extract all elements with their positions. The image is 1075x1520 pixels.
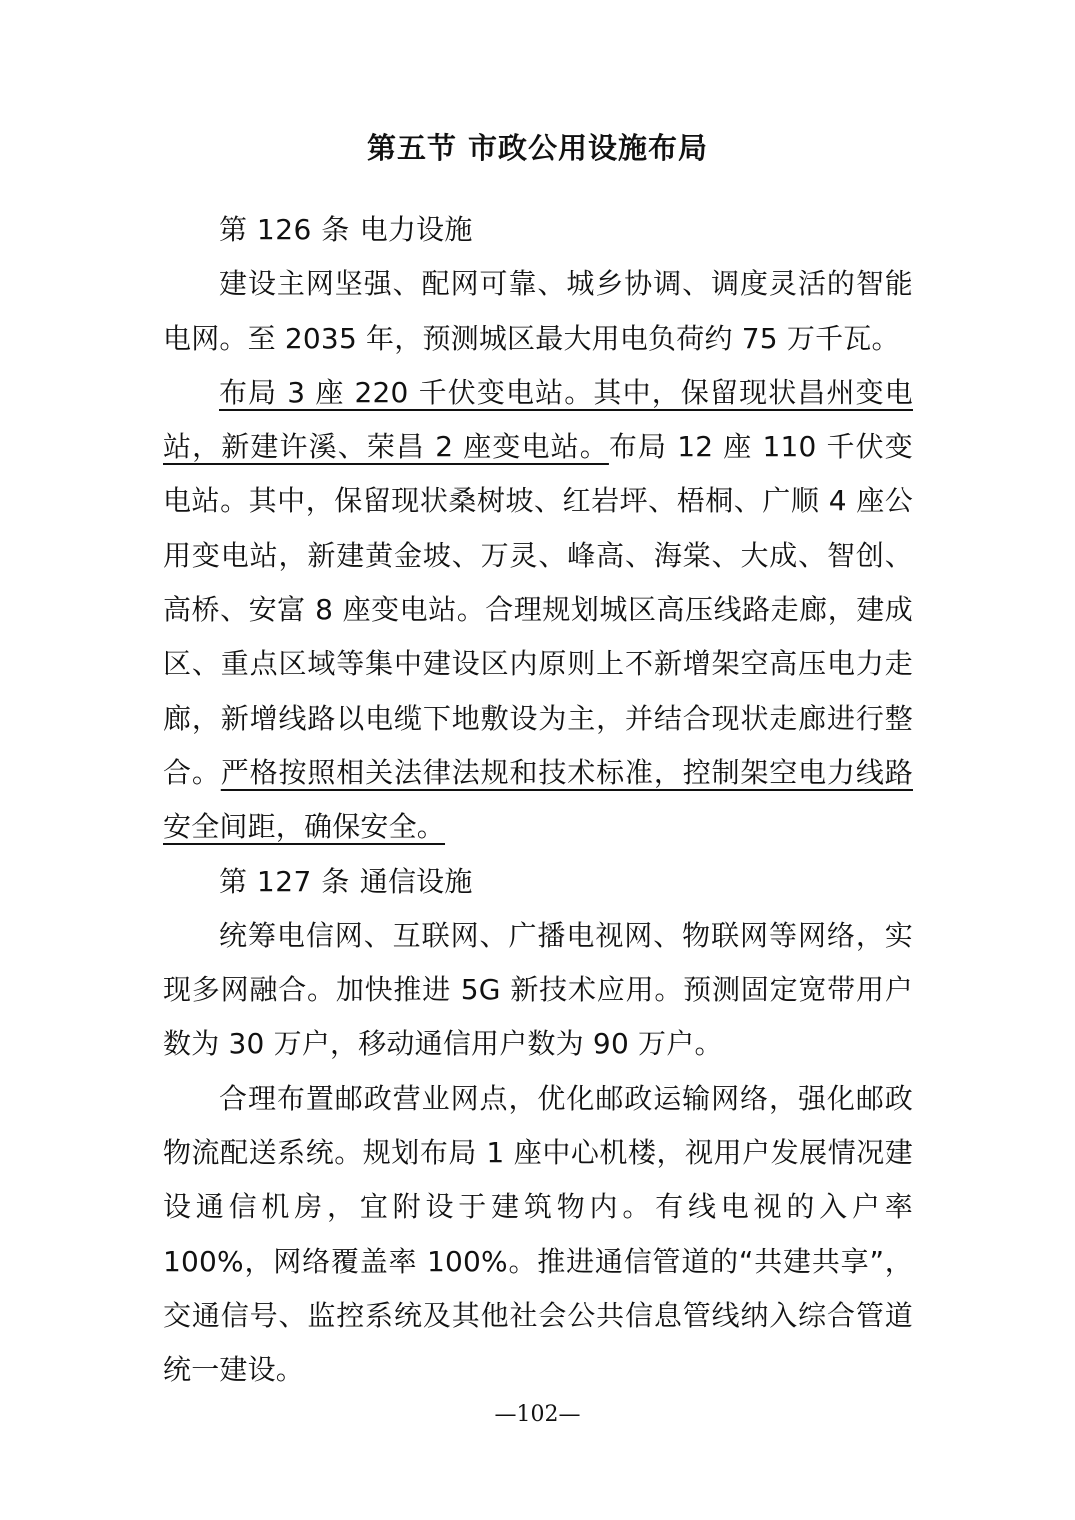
article-title: 电力设施	[359, 213, 473, 246]
paragraph	[163, 909, 913, 1072]
paragraph	[163, 1072, 913, 1398]
paragraph	[163, 257, 913, 366]
paragraph-text: 建设主网坚强、配网可靠、城乡协调、调度灵活的智能电网。至 2035 年，预测城区最大用电负荷约 75 万千瓦。	[163, 267, 913, 355]
underlined-text: 布局 3 座 220 千伏变电站。其中，保留现状昌州变电站，新建许溪、荣昌 2 座变电站。	[163, 375, 913, 464]
body-text	[163, 203, 913, 1398]
article-heading	[163, 203, 913, 257]
page-number: —102—	[494, 1402, 581, 1427]
paragraph	[163, 366, 913, 855]
article-number: 第 126 条	[219, 213, 350, 246]
article-number: 第 127 条	[219, 864, 350, 898]
article-title: 通信设施	[359, 864, 473, 898]
paragraph-text: 统筹电信网、互联网、广播电视网、物联网等网络，实现多网融合。加快推进 5G 新技术应用。预测固定宽带用户数为 30 万户，移动通信用户数为 90 万户。	[163, 918, 913, 1061]
paragraph-text: 布局 12 座 110 千伏变电站。其中，保留现状桑树坡、红岩坪、梧桐、广顺 4 座公用变电站，新建黄金坡、万灵、峰高、海棠、大成、智创、高桥、安富 8 座变电站。合理规划城区高压线路走廊，建成区、重点区域等集中建设区内原则上不新增架空高压电力走廊，新增线路以电缆下地敷设为主，并结合现状走廊进行整合。	[163, 430, 913, 789]
underlined-text: 严格按照相关法律法规和技术标准，控制架空电力线路安全间距，确保安全。	[163, 755, 913, 844]
section-title: 第五节 市政公用设施布局	[366, 131, 709, 165]
article-heading	[163, 855, 913, 909]
paragraph-text: 合理布置邮政营业网点，优化邮政运输网络，强化邮政物流配送系统。规划布局 1 座中心机楼，视用户发展情况建设通信机房，宜附设于建筑物内。有线电视的入户率 100%，网络覆盖率 100%。推进通信管道的“共建共享”，交通信号、监控系统及其他社会公共信息管线纳入综合管道统一建设。	[163, 1081, 913, 1387]
